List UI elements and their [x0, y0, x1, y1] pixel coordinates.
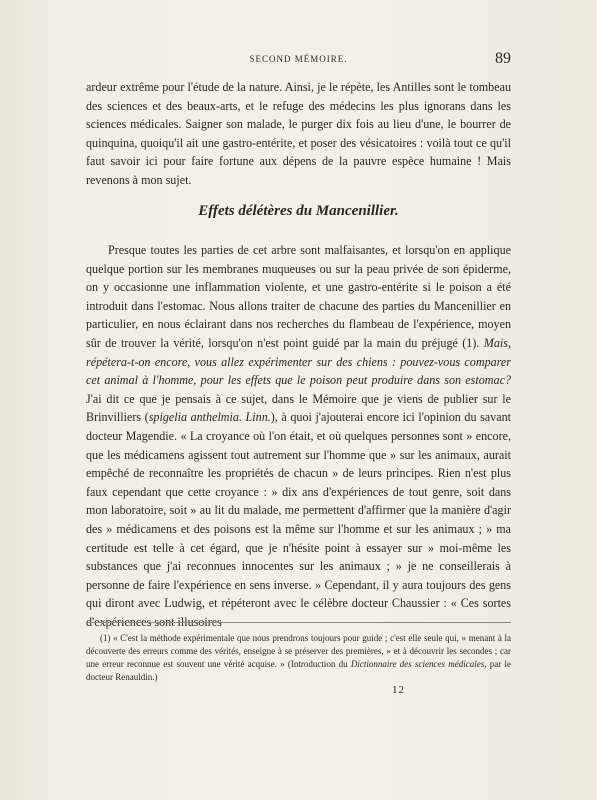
paragraph-2-part-3: ), à quoi j'ajouterai encore ici l'opinion du savant docteur Magendie.	[86, 410, 511, 443]
quote-line: » médicamens et des poisons est la même sur l'homme et sur les animaux ;	[106, 521, 482, 536]
section-heading: Effets délétères du Mancenillier.	[198, 203, 399, 219]
quote-line: » dix ans d'expériences de tout genre, soit dans mon laboratoire, soit	[86, 484, 511, 518]
running-title: SECOND MÉMOIRE.	[249, 54, 348, 64]
footnote-text-2: , par le docteur Renauldin.)	[86, 659, 511, 682]
quote-line: » je ne conseillerais à personne de faire l'expérience en sens inverse. »	[86, 559, 511, 592]
paragraph-2	[86, 241, 511, 631]
quote-line: » au lit du malade, me permettent d'affirmer que la manière d'agir des	[86, 503, 511, 536]
quote-line: » ma certitude est telle à cet égard, que je n'hésite point à essayer sur	[86, 521, 511, 555]
quote-line: » de leurs principes. Rien n'est plus faux cependant que cette croyance :	[86, 466, 511, 499]
signature-mark: 12	[392, 684, 405, 696]
paragraph-2-part-1: Presque toutes les parties de cet arbre sont malfaisantes, et lorsqu'on en applique quelque portion sur les membranes muqueuses ou sur la peau privée de son épiderme, on y occasionne une inflammation violente, et une gastro-entérite si le poison a été introduit dans l'estomac. Nous allons traiter de chacune des parties du Mancenillier en particulier, en nous éclairant dans nos recherches du flambeau de l'expérience, moyen sûr de trouver la vérité, lorsqu'on n'est point guidé par la main du préjugé (1).	[86, 243, 511, 350]
quote-line: » sur les animaux, aurait empêché de reconnaître les propriétés de chacun	[86, 447, 511, 481]
paragraph-2-italic-question: Mais, répétera-t-on encore, vous allez expérimenter sur des chiens : pouvez-vous comparer cet animal à l'homme, pour les effets que le poison peut produire dans son estomac?	[86, 335, 511, 388]
footnote-text-1: (1) « C'est la méthode expérimentale que nous prendrons toujours pour guide ; c'est elle seule qui, » menant à la découverte des erreurs comme des vérités, enseigne à se préserver des premières, » et à découvrir les secondes ; car une erreur reconnue est souvent une vérité acquise. » (Introduction du	[86, 633, 511, 669]
magendie-quote	[86, 429, 511, 592]
quote-line: » moi-même les substances que j'ai reconnues innocentes sur les animaux ;	[86, 540, 512, 574]
paragraph-2-italic-species: spigelia anthelmia. Linn.	[148, 410, 271, 425]
paragraph-2-part-2: J'ai dit ce que je pensais à ce sujet, dans le Mémoire que je viens de publier sur le Brinvilliers (	[86, 391, 511, 425]
paragraph-1: ardeur extrême pour l'étude de la nature. Ainsi, je le répète, les Antilles sont le tombeau des sciences et des beaux-arts, et le refuge des médecins les plus ignorans dans les sciences médicales. Saigner son malade, le purger dix fois au lieu d'une, le bourrer de quinquina, quoiqu'il ait une gastro-entérite, et poser des vésicatoires : voilà tout ce qu'il faut savoir ici pour faire fortune aux dépens de la pauvre espèce humaine ! Mais revenons à mon sujet.	[86, 80, 511, 187]
quote-line: » encore, que les médicamens agissent tout autrement sur l'homme que	[86, 428, 511, 462]
footnote-divider	[86, 622, 511, 623]
running-head	[86, 52, 511, 70]
footnote-italic-title: Dictionnaire des sciences médicales	[350, 659, 485, 669]
quote-line: « La croyance où l'on était, et où quelques personnes sont	[180, 428, 463, 443]
footnote	[86, 632, 511, 684]
paragraph-2-part-4: Cependant, il y aura toujours des gens qui diront avec Ludwig, et répéteront avec le célèbre docteur Chaussier : « Ces sortes d'expériences sont illusoires	[86, 577, 512, 629]
page-number: 89	[495, 50, 511, 67]
